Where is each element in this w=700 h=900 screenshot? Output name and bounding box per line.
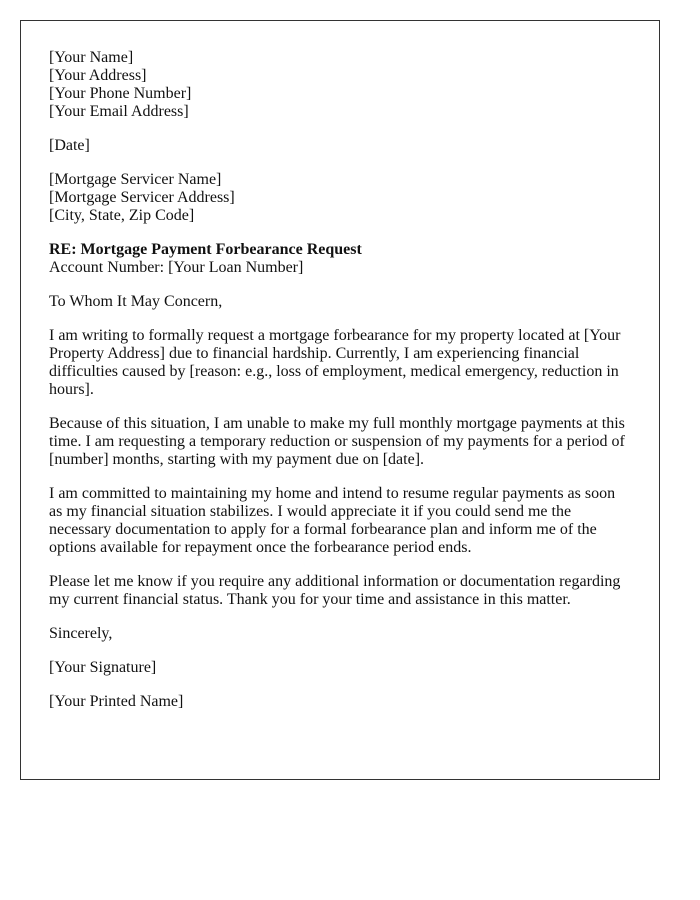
subject-line: RE: Mortgage Payment Forbearance Request — [49, 241, 362, 258]
recipient-city-state-zip: [City, State, Zip Code] — [49, 207, 195, 224]
body-paragraph-3: I am committed to maintaining my home and intend to resume regular payments as soon as my financial situation stabilizes. I would appreciate it if you could send me the necessary documentation to apply for a formal forbearance plan and inform me of the options available for repayment once the forbearance period ends. — [49, 485, 616, 556]
account-number-line: Account Number: [Your Loan Number] — [49, 259, 304, 276]
body-paragraph-1: I am writing to formally request a mortgage forbearance for my property located at [Your Property Address] due to financial hardship. Currently, I am experiencing financial difficulties caused by [reason: e.g., loss of employment, medical emergency, reduction in hours]. — [49, 327, 621, 398]
sender-email: [Your Email Address] — [49, 103, 189, 120]
recipient-block — [49, 171, 631, 225]
letter-page — [20, 20, 660, 780]
sender-block — [49, 49, 631, 121]
body-paragraph-4: Please let me know if you require any additional information or documentation regarding my current financial status. Thank you for your time and assistance in this matter. — [49, 573, 621, 608]
sender-address: [Your Address] — [49, 67, 147, 84]
body-paragraph-2: Because of this situation, I am unable to make my full monthly mortgage payments at this time. I am requesting a temporary reduction or suspension of my payments for a period of [number] months, starting with my payment due on [date]. — [49, 415, 625, 468]
signature-placeholder: [Your Signature] — [49, 659, 157, 676]
date-block — [49, 137, 631, 155]
closing: Sincerely, — [49, 625, 113, 642]
subject-block — [49, 241, 631, 277]
sender-phone: [Your Phone Number] — [49, 85, 192, 102]
letter-date: [Date] — [49, 137, 90, 154]
recipient-name: [Mortgage Servicer Name] — [49, 171, 222, 188]
printed-name: [Your Printed Name] — [49, 693, 184, 710]
recipient-address: [Mortgage Servicer Address] — [49, 189, 235, 206]
sender-name: [Your Name] — [49, 49, 134, 66]
salutation: To Whom It May Concern, — [49, 293, 223, 310]
